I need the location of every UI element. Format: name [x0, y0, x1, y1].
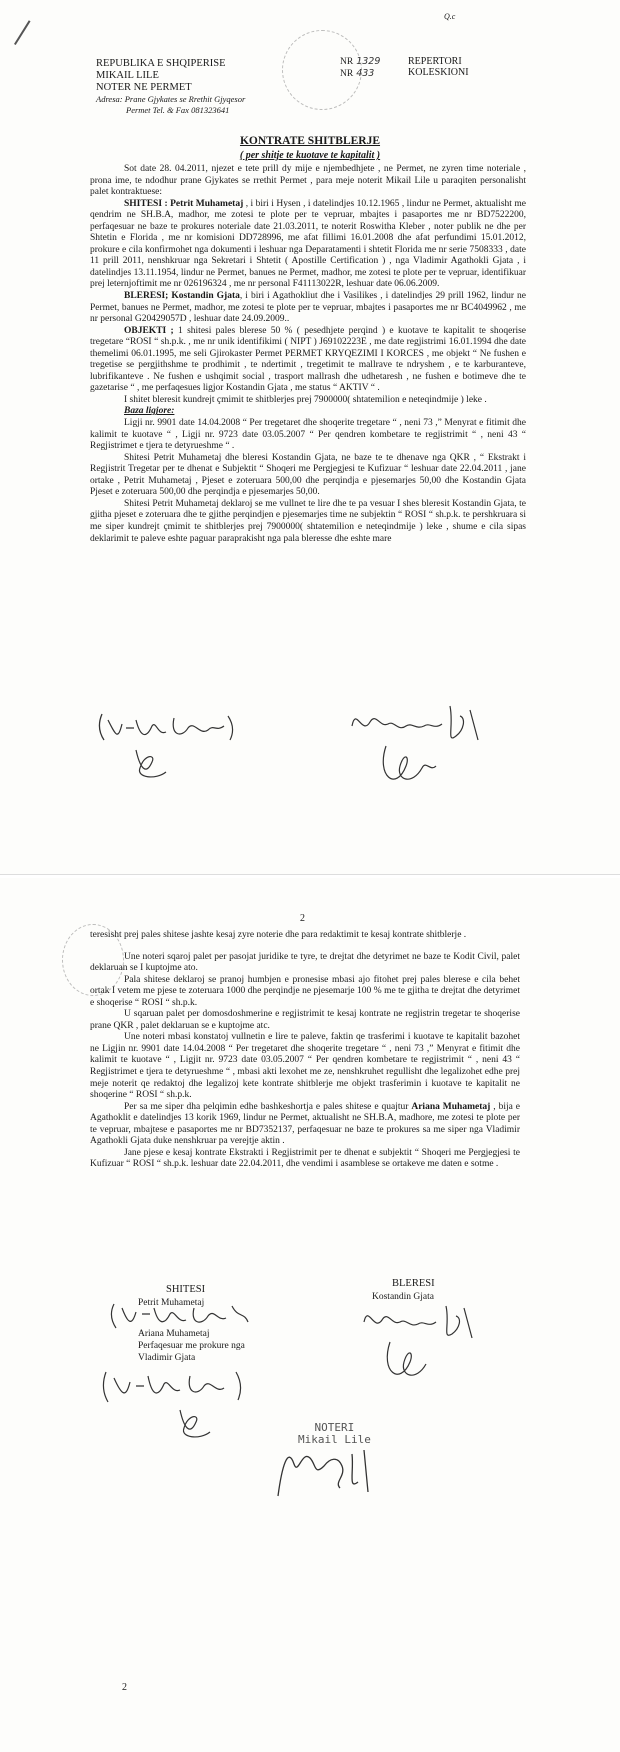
paragraph-text: , i biri i Hysen , i datelindjes 10.12.1965 , lindur ne Permet, aktualisht me qendrim ne SH.B.A, madhor, me zotesi te plote per te vepruar, mbajtes i pasaportes me nr BD7522200, perfaqesuar ne baze te prokures noteriale date 21.03.2011, te noterit Roswitha Kleber , noter publik ne dhe per Shtetin e Florida , me nr komisioni DD728996, me afat fillimi 16.01.2008 dhe afat perfundimi 15.01.2012, prokure e cila konfirmohet nga dokumenti i leshuar nga Deparatamenti i shtetit Florida me nr serie 7508333 , date 11 prill 2011, nenshkruar nga Sekretari i Shtetit ( Apostille Certification ) , nga Vladimir Agathokli Gjata , i datelindjes 13.11.1954, lindur ne Permet, banues ne Permet, madhor, me zotesi te plote per te vepruar, identifikuar prej leternjoftimit me nr 026196324 , me nr personal F41113022R, leshuar date 06.06.2009.: [90, 198, 526, 290]
pen-mark: [14, 20, 31, 45]
signature-scribble: [100, 1366, 260, 1446]
signature-buyer: [360, 1298, 500, 1388]
signature-scribble: [96, 706, 246, 786]
representation-note: Perfaqesuar me prokure nga: [138, 1341, 245, 1351]
signature-vladimir: [96, 706, 246, 786]
representative-name: Vladimir Gjata: [138, 1353, 196, 1363]
paragraph: Ligji nr. 9901 date 14.04.2008 “ Per tregetaret dhe shoqerite tregetare “ , neni 73 ,” Menyrat e fitimit dhe kalimit te kuotave “ , Ligji nr. 9723 date 03.05.2007 “ Per qendren kombetare te regjistrimit “ , neni 43 “ Regjistrimet e tjera te detyrueshme “ .: [90, 418, 526, 452]
signature-seller-2: [100, 1366, 260, 1446]
paragraph: [90, 326, 526, 395]
page-number: 2: [122, 1682, 127, 1693]
paragraph: [90, 1102, 520, 1148]
buyer-name: Kostandin Gjata: [372, 1292, 435, 1302]
paragraph: [90, 199, 526, 291]
buyer-heading: BLERESI: [392, 1278, 435, 1289]
header-address: Adresa: Prane Gjykates se Rrethit Gjyqesor: [96, 94, 246, 104]
page-number: 2: [300, 913, 305, 924]
paragraph-text: , bija e Agathoklit e datelindjes 13 korik 1969, lindur ne Permet, aktualisht ne SH.B.A, madhore, me zotesi te plote per te vepruar, mbajtese e pasaportes me nr BD7352137, perfaqesuar ne baze te prokures sa me siper nga Vladimir Agathokli Gjata duke nenshkruar pa verejtje aktin .: [90, 1101, 520, 1147]
nr-label: NR: [340, 57, 354, 67]
notary-name: Mikail Lile: [298, 1433, 371, 1446]
signature-scribble: [346, 696, 496, 796]
paragraph: [90, 406, 526, 418]
register-numbers: [340, 56, 380, 80]
repertori-label: REPERTORI: [408, 56, 462, 67]
header-contact: Permet Tel. & Fax 081323641: [126, 105, 230, 115]
signature-notary: [268, 1433, 388, 1506]
notary-header: [96, 58, 245, 116]
handwritten-note: Q.c: [444, 12, 456, 21]
spouse-name: Ariana Muhametaj: [138, 1329, 210, 1339]
signature-scribble: [108, 1302, 258, 1332]
buyer-label: BLERESI; Kostandin Gjata: [124, 291, 240, 302]
signature-scribble: [268, 1433, 388, 1506]
seller-name: Petrit Muhametaj: [138, 1298, 205, 1308]
paragraph-text: 1 shitesi pales blerese 50 % ( pesedhjete perqind ) e kuotave te kapitalit te shoqerise tregetare “ROSI “ sh.p.k. , me nr unik identifikimi ( NIPT ) J69102223E , me date regjistrimi 16.01.1994 dhe date themelimi 06.01.1995, me seli Gjirokaster Permet PERMET KRYQEZIMI I KORCES , me objekt “ Ne fushen e tregetise se pergjithshme te prodhimit , te ndertimit , tregetimit te mallrave te ndryshem , e te karburanteve, lubrifikanteve . Ne fushen e ushqimit social , trasport mallrash dhe udhetaresh , ne fushen e botimeve dhe te gazetarise “ , me perfaqesues ligjor Kostandin Gjata , me status “ AKTIV “ .: [90, 325, 527, 394]
contract-body: [90, 164, 526, 545]
nr-value: 433: [356, 68, 375, 79]
signature-scribble: [360, 1298, 500, 1388]
seller-label: SHITESI : Petrit Muhametaj: [124, 198, 244, 209]
paragraph: I shitet bleresit kundrejt çmimit te shitblerjes prej 7900000( shtatemilion e neteqindmije ) leke .: [124, 394, 487, 405]
seller-heading: SHITESI: [166, 1284, 206, 1295]
paragraph: Jane pjese e kesaj kontrate Ekstrakti i Regjistrimit per te dhenat e subjektit “ Shoqeri me Pergjegjesi te Kufizuar “ ROSI “ sh.p.k. leshuar date 22.04.2011, dhe vendimi i asamblese se ortakeve me daten e sotme .: [90, 1147, 520, 1170]
paragraph-text: Per sa me siper dha pelqimin edhe bashkeshortja e pales shitese e quajtur: [124, 1101, 412, 1112]
paragraph: [90, 291, 526, 326]
paragraph: U sqaruan palet per domosdoshmerine e regjistrimit te kesaj kontrate ne regjistrin tregetar te shoqerise prane QKR , palet deklaruan se e kuptojme atc.: [90, 1009, 520, 1031]
object-label: OBJEKTI ;: [124, 325, 174, 336]
contract-title: KONTRATE SHITBLERJE: [239, 135, 381, 147]
header-line: NOTER NE PERMET: [96, 82, 192, 93]
nr-value: 1329: [356, 56, 381, 67]
header-line: MIKAIL LILE: [96, 70, 159, 81]
paragraph: Sot date 28. 04.2011, njezet e tete prill dy mije e njembedhjete , ne Permet, ne zyren time noteriale , prona ime, te ndodhur prane Gjykates se rrethit Permet , para meje noterit Mikail Lile u paraqiten personalisht palet kontraktuese:: [90, 164, 526, 198]
notary-title: NOTERI: [314, 1421, 355, 1434]
paragraph: Pala shitese deklaroj se pranoj humbjen e pronesise mbasi ajo fitohet prej pales blerese e cila behet ortak I vetem me pjese te zoteruara 1000 dhe perqindje ne pjesemarje 100 % me te gjitha te drejtat dhe detyrimet e shoqerise “ ROSI “ sh.p.k.: [90, 974, 520, 1008]
signature-kostandin: [346, 696, 496, 796]
paragraph-text: , i biri i Agathokliut dhe i Vasilikes , i datelindjes 29 prill 1962, lindur ne Permet, banues ne Permet, madhor, me zotesi te plote per te vepruar, mbajtes i pasaportes me nr BC4049962 , me nr personal G20429057D , leshuar date 24.09.2009..: [90, 291, 527, 325]
legal-basis-label: Baza ligjore:: [124, 406, 175, 417]
header-line: REPUBLIKA E SHQIPERISE: [96, 58, 226, 69]
paragraph: teresisht prej pales shitese jashte kesaj zyre noterie dhe para redaktimit te kesaj kontrate shitblerje .: [90, 930, 467, 940]
contract-body: [90, 930, 520, 1171]
paragraph: Une noteri sqaroj palet per pasojat juridike te tyre, te drejtat dhe detyrimet ne baze te Kodit Civil, palet deklaruan se I kuptojme ato.: [90, 951, 520, 974]
paragraph: Une noteri mbasi konstatoj vullnetin e lire te paleve, faktin qe trasferimi i kuotave te kapitalit bazohet ne Ligjin nr. 9901 date 14.04.2008 “ Per tregetaret dhe shoqerite tregetare “ , neni 73 ,” Menyrat e fitimit dhe kalimit te kuotave “ , Ligjit nr. 9723 date 03.05.2007 “ Per qendren kombetare te regjistrimit “ , neni 43 “ Regjistrimet e tjera te detyrueshme “ , mbasi akti lexohet me ze, nenshkruhet regullisht dhe legalizohet edhe prej meje noterit qe redaktoj dhe legalizoj kete kontrate shitblerje me objekt trasferimin i kuotave te kapitalit ne shoqerine “ ROSI “ sh.p.k.: [90, 1032, 520, 1101]
koleksioni-label: KOLESKIONI: [408, 67, 469, 78]
paragraph: Shitesi Petrit Muhametaj deklaroj se me vullnet te lire dhe te pa vesuar I shes bleresit Kostandin Gjata, te gjitha pjeset e zoteruara dhe te gjithe perqindjen e pjesemarjes time ne subjektin “ ROSI “ sh.p.k. te pershkruara si me siper kundrejt çmimit te shitblerjes prej 7900000( shtatemilion e neteqindmije ) leke , shume e cila sipas deklarimit te paleve eshte paguar paraprakisht nga pala bleresse dhe eshte mare: [90, 498, 526, 544]
paragraph: Shitesi Petrit Muhametaj dhe bleresi Kostandin Gjata, ne baze te te dhenave nga QKR , “ Ekstrakt i Regjistrit Tregetar per te dhenat e Subjektit “ Shoqeri me Pergjegjesi te Kufizuar “ leshuar date 22.04.2011 , jane ortake , Petrit Muhametaj , Pjeset e zoteruara 500,00 dhe perqindja e pjesemarjes 50,00 dhe Kostandin Gjata Pjeset e zoteruara 500,00 dhe perqindja e pjesemarjes 50,00.: [90, 452, 526, 498]
spouse-label: Ariana Muhametaj: [411, 1101, 491, 1112]
signature-seller-1: [108, 1302, 258, 1332]
contract-subtitle: ( per shitje te kuotave te kapitalit ): [239, 150, 381, 161]
nr-label: NR: [340, 69, 354, 79]
register-labels: [408, 56, 469, 78]
